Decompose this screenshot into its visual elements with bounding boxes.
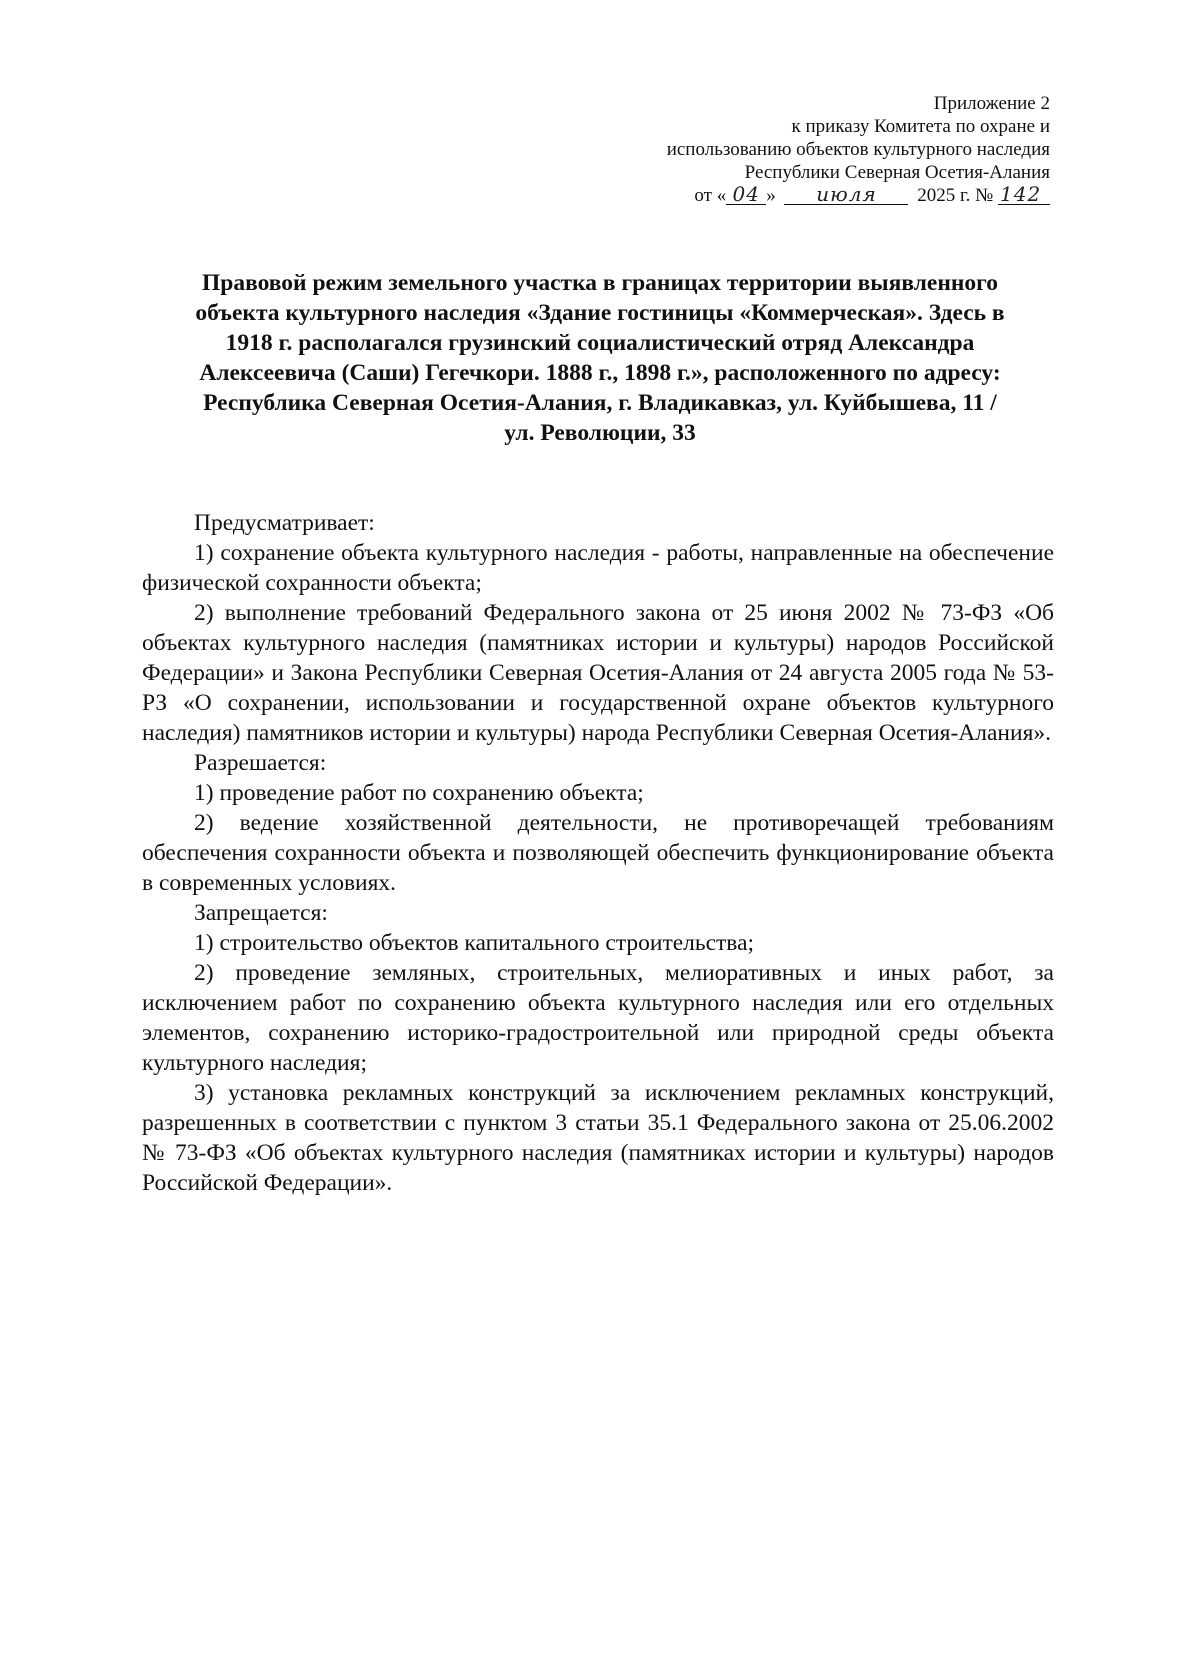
annex-order-ref-2: использованию объектов культурного наследия	[666, 139, 1050, 160]
provides-item: 2) выполнение требований Федерального закона от 25 июня 2002 № 73-ФЗ «Об объектах культурного наследия (памятниках истории и культуры) народов Российской Федерации» и Закона Республики Северная Осетия-Алания от 24 августа 2005 года № 53-РЗ «О сохранении, использовании и государственной охране объектов культурного наследия) памятников истории и культуры) народа Республики Северная Осетия-Алания».	[142, 600, 1054, 746]
title-line: Правовой режим земельного участка в границах территории выявленного	[201, 270, 999, 296]
forbidden-item: 1) строительство объектов капитального строительства;	[194, 930, 755, 956]
date-year: 2025 г. №	[917, 185, 994, 206]
title-line: ул. Революции, 33	[504, 420, 696, 446]
annex-title: Приложение 2	[933, 93, 1050, 114]
forbidden-item: 3) установка рекламных конструкций за исключением рекламных конструкций, разрешенных в соответствии с пунктом 3 статьи 35.1 Федерального закона от 25.06.2002 № 73-ФЗ «Об объектах культурного наследия (памятниках истории и культуры) народов Российской Федерации».	[142, 1080, 1054, 1196]
title-line: Алексеевича (Саши) Гегечкори. 1888 г., 1898 г.», расположенного по адресу:	[199, 360, 1001, 386]
document-title	[140, 268, 1060, 448]
annex-header	[580, 92, 1050, 207]
provides-item: 1) сохранение объекта культурного наследия - работы, направленные на обеспечение физической сохранности объекта;	[142, 540, 1054, 596]
document-body	[142, 508, 1054, 1198]
date-mid: »	[766, 185, 776, 206]
annex-order-ref-3: Республики Северная Осетия-Алания	[744, 162, 1050, 183]
allowed-item: 2) ведение хозяйственной деятельности, не противоречащей требованиям обеспечения сохранности объекта и позволяющей обеспечить функционирование объекта в современных условиях.	[142, 810, 1054, 896]
title-line: Республика Северная Осетия-Алания, г. Владикавказ, ул. Куйбышева, 11 /	[203, 390, 997, 416]
annex-date-line	[580, 184, 1050, 207]
title-line: 1918 г. располагался грузинский социалистический отряд Александра	[225, 330, 975, 356]
handwritten-month: июля	[784, 184, 908, 205]
forbidden-item: 2) проведение земляных, строительных, мелиоративных и иных работ, за исключением работ по сохранению объекта культурного наследия или его отдельных элементов, сохранению историко-градостроительной или природной среды объекта культурного наследия;	[142, 960, 1054, 1076]
date-prefix: от «	[694, 185, 727, 206]
handwritten-day: 04	[726, 184, 766, 205]
allowed-heading: Разрешается:	[194, 750, 327, 776]
title-line: объекта культурного наследия «Здание гостиницы «Коммерческая». Здесь в	[195, 300, 1005, 326]
provides-heading: Предусматривает:	[194, 510, 375, 536]
handwritten-doc-number: 142	[998, 184, 1050, 205]
forbidden-heading: Запрещается:	[194, 900, 328, 926]
annex-order-ref: к приказу Комитета по охране и	[791, 116, 1050, 137]
allowed-item: 1) проведение работ по сохранению объекта;	[194, 780, 644, 806]
